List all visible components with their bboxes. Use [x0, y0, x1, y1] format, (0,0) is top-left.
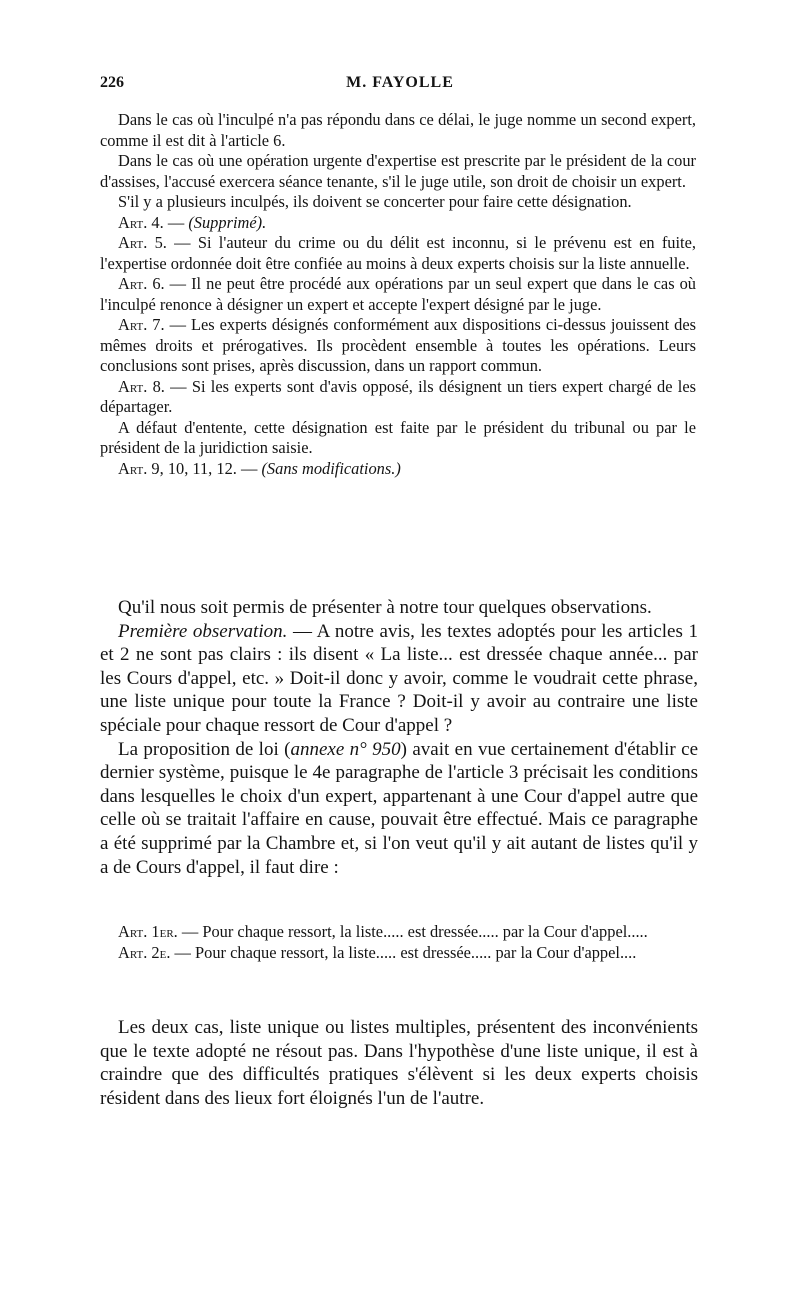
premiere-observation-text: — A notre avis, les textes adoptés pour les articles 1 et 2 ne sont pas clairs : ils disent « La liste... est dressée chaque année... par les Cours d'appel, etc. » Doit-il donc y avoir, comme le voudrait cette phrase, une liste unique pour toute la France ? Doit-il y avoir au contraire une liste spéciale pour chaque ressort de Cour d'appel ? [100, 620, 698, 736]
article-8-text: Si les experts sont d'avis opposé, ils désignent un tiers expert chargé de les départager. [100, 376, 696, 416]
proposed-article-1 [100, 922, 696, 943]
closing-block [100, 1016, 698, 1110]
article-9-12-label: Art. 9, 10, 11, 12. — [118, 458, 258, 478]
article-9-12-text: (Sans modifications.) [261, 458, 401, 478]
article-8-label: Art. 8. — [118, 376, 187, 396]
article-6-label: Art. 6. — [118, 274, 187, 293]
paragraph-cour-assises: Dans le cas où une opération urgente d'expertise est prescrite par le président de la cour d'assises, l'accusé exercera séance tenante, s'il le juge utile, son droit de choisir un expert. [100, 151, 696, 191]
page-number: 226 [100, 74, 124, 91]
proposition-text-end: ) avait en vue certainement d'établir ce dernier système, puisque le 4e paragraphe de l'article 3 précisait les conditions dans lesquelles le choix d'un expert, appartenant à une Cour d'appel autre que celle où se traitait l'affaire en cause, pouvait être effectué. Mais ce paragraphe a été supprimé par la Chambre et, si l'on veut qu'il y ait autant de listes qu'il y a de Cours d'appel, il faut dire : [100, 738, 698, 878]
article-9-12 [100, 459, 696, 480]
proposed-article-2-text: Pour chaque ressort, la liste..... est dressée..... par la Cour d'appel.... [195, 942, 637, 962]
article-8 [100, 377, 696, 418]
paragraph-observations-intro: Qu'il nous soit permis de présenter à notre tour quelques observations. [118, 597, 652, 618]
commentary-block [100, 596, 698, 879]
article-5 [100, 233, 696, 274]
article-4 [100, 213, 696, 234]
paragraph-premiere-observation [100, 620, 698, 738]
article-5-label: Art. 5. — [118, 233, 191, 252]
bill-text-block [100, 110, 696, 479]
proposed-article-1-label: Art. 1er. — [118, 922, 199, 941]
article-6 [100, 274, 696, 315]
article-4-text: (Supprimé). [188, 212, 267, 232]
running-title: M. FAYOLLE [346, 74, 454, 91]
paragraph-defaut-entente: A défaut d'entente, cette désignation est faite par le président du tribunal ou par le président de la juridiction saisie. [100, 417, 696, 457]
proposed-article-2-label: Art. 2e. — [118, 942, 191, 962]
article-7-label: Art. 7. — [118, 315, 186, 334]
article-4-label: Art. 4. — [118, 212, 185, 232]
paragraph-proposition-de-loi [100, 738, 698, 880]
page-header [100, 74, 700, 96]
proposed-article-2 [100, 943, 696, 964]
article-6-text: Il ne peut être procédé aux opérations par un seul expert que dans le cas où l'inculpé renonce à désigner un expert et accepte l'expert désigné par le juge. [100, 274, 696, 314]
proposed-article-1-text: Pour chaque ressort, la liste..... est dressée..... par la Cour d'appel..... [202, 922, 648, 941]
paragraph-deux-cas: Les deux cas, liste unique ou listes multiples, présentent des inconvénients que le texte adopté ne résout pas. Dans l'hypothèse d'une liste unique, il est à craindre que des difficultés pratiques s'élèvent si les deux experts choisis résident dans des lieux fort éloignés l'un de l'autre. [100, 1017, 698, 1109]
proposed-articles-block [100, 922, 696, 963]
paragraph-plusieurs-inculpes: S'il y a plusieurs inculpés, ils doivent se concerter pour faire cette désignation. [118, 192, 632, 211]
proposition-text-start: La proposition de loi ( [118, 738, 291, 760]
premiere-observation-label: Première observation. [118, 620, 288, 642]
annexe-reference: annexe n° 950 [290, 738, 401, 760]
paragraph-second-expert: Dans le cas où l'inculpé n'a pas répondu dans ce délai, le juge nomme un second expert, comme il est dit à l'article 6. [100, 110, 696, 150]
article-7-text: Les experts désignés conformément aux dispositions ci-dessus jouissent des mêmes droits et prérogatives. Ils procèdent ensemble à toutes les opérations. Leurs conclusions sont prises, après discussion, dans un rapport commun. [100, 315, 696, 375]
article-7 [100, 315, 696, 377]
article-5-text: Si l'auteur du crime ou du délit est inconnu, si le prévenu est en fuite, l'expertise ordonnée doit être confiée au moins à deux experts choisis sur la liste annuelle. [100, 233, 696, 273]
